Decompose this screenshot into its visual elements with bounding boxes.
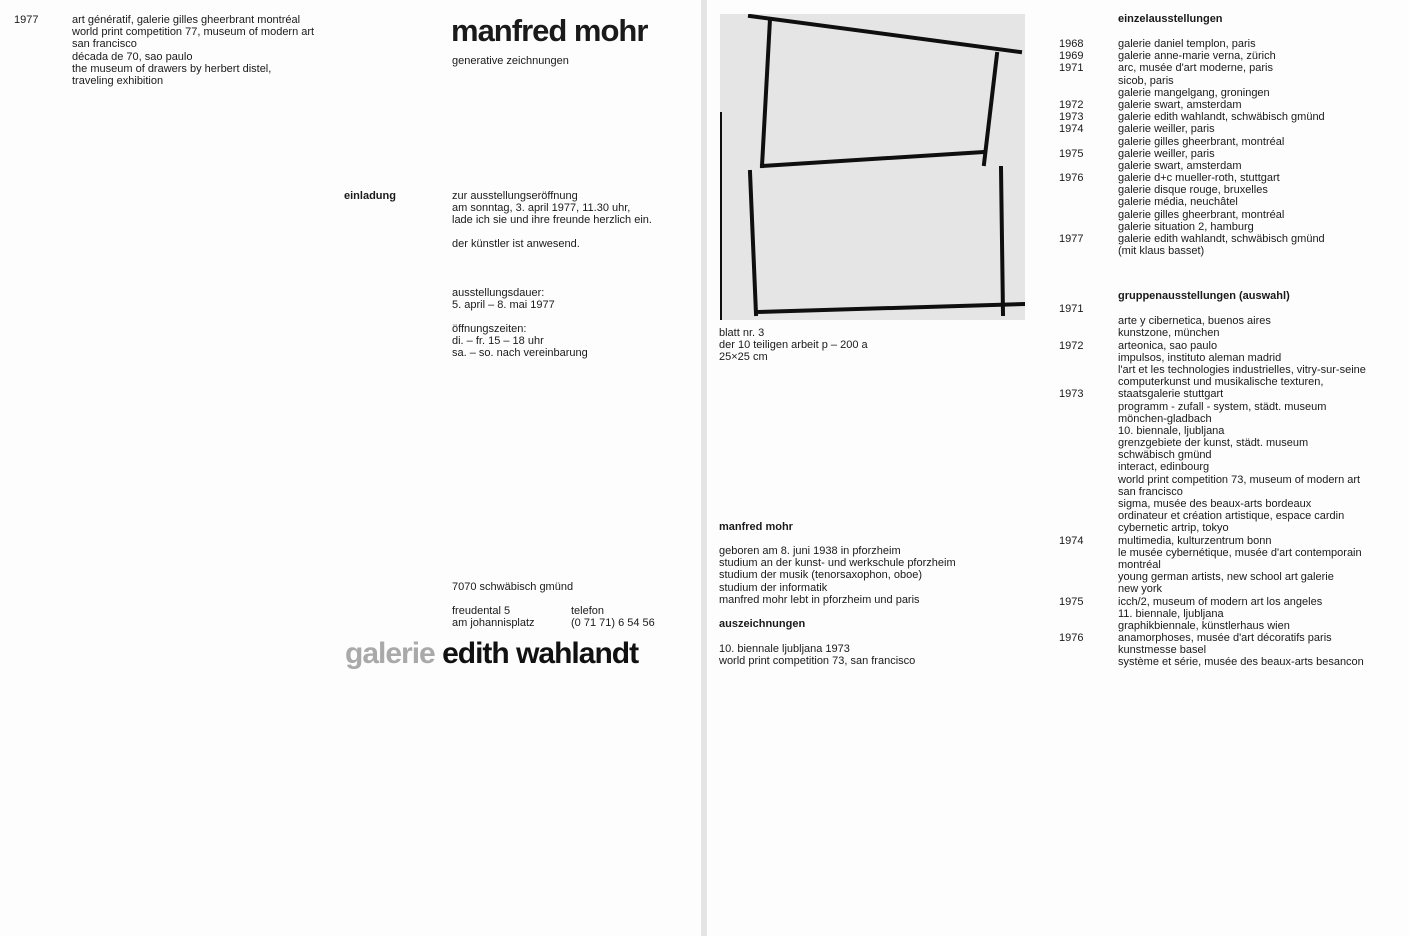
address-line: am johannisplatz [452,617,535,630]
exhibition-entry: grenzgebiete der kunst, städt. museum [1118,437,1309,450]
exhibition-year [1059,75,1118,87]
exhibition-row [1059,510,1366,522]
exhibition-year [1059,461,1118,473]
exhibition-entry: galerie weiller, paris [1118,147,1215,160]
exhibition-row [1059,620,1366,632]
award-line: 10. biennale ljubljana 1973 [719,643,850,655]
exhibition-year: 1972 [1059,339,1084,352]
exhibition-row [1059,209,1325,221]
exhibition-row [1059,608,1366,620]
exhibition-row [1059,596,1366,608]
exhibition-row [1059,522,1366,534]
group-exhibitions-list [1059,303,1366,669]
city-line: 7070 schwäbisch gmünd [452,581,574,593]
exhibition-row [1059,364,1366,376]
exhibition-row [1059,50,1325,62]
exhibition-row [1059,160,1325,172]
drawing-line-8 [758,304,1025,312]
exhibition-year: 1977 [1059,233,1084,245]
exhibition-entry: graphikbiennale, künstlerhaus wien [1118,619,1290,632]
street-address [452,605,535,629]
exhibition-row [1059,535,1366,547]
exhibition-row [1059,486,1366,498]
exhibition-year [1059,656,1118,668]
subtitle: generative zeichnungen [452,55,569,67]
caption-line: der 10 teiligen arbeit p – 200 a [719,339,868,352]
invitation-line: lade ich sie und ihre freunde herzlich ein. [452,214,652,227]
drawing-line-2 [762,19,770,166]
bio-line: studium der informatik [719,581,828,594]
exhibition-year: 1975 [1059,595,1084,608]
exhibition-entry: arte y cibernetica, buenos aires [1118,315,1271,328]
exhibition-year [1059,245,1118,257]
exhibition-year: 1976 [1059,632,1084,645]
exhibition-entry: galerie edith wahlandt, schwäbisch gmünd [1118,233,1325,245]
exhibition-entry: galerie gilles gheerbrant, montréal [1118,208,1285,221]
invitation-line: am sonntag, 3. april 1977, 11.30 uhr, [452,202,631,215]
awards-heading: auszeichnungen [719,618,806,630]
exhibition-line: world print competition 77, museum of modern art [72,26,315,39]
exhibition-row [1059,340,1366,352]
exhibition-entry: sicob, paris [1118,74,1174,87]
exhibition-line: san francisco [72,38,137,51]
exhibition-entry: galerie d+c mueller-roth, stuttgart [1118,172,1280,185]
exhibition-row [1059,461,1366,473]
exhibition-year [1059,315,1118,327]
exhibition-entry: kunstzone, münchen [1118,327,1220,340]
exhibition-entry: montréal [1118,558,1161,571]
exhibition-year [1059,221,1118,233]
hours-line: di. – fr. 15 – 18 uhr [452,335,544,348]
exhibition-year: 1975 [1059,147,1084,160]
exhibition-year [1059,608,1118,620]
exhibition-year [1059,510,1118,522]
artist-present-note: der künstler ist anwesend. [452,238,580,250]
exhibition-row [1059,583,1366,595]
exhibition-year [1059,376,1118,388]
exhibition-entry: l'art et les technologies industrielles, vitry-sur-seine [1118,363,1366,376]
exhibition-entry: galerie daniel templon, paris [1118,38,1256,50]
exhibition-year [1059,571,1118,583]
bio-line: studium der musik (tenorsaxophon, oboe) [719,569,922,582]
awards-list [719,643,915,667]
exhibition-entry: système et série, musée des beaux-arts besancon [1118,656,1364,669]
exhibition-year [1059,449,1118,461]
left-page [0,0,701,936]
exhibition-row [1059,62,1325,74]
exhibition-entry: multimedia, kulturzentrum bonn [1118,534,1272,547]
exhibition-year: 1968 [1059,38,1084,50]
exhibition-year: 1974 [1059,534,1084,547]
exhibition-row [1059,196,1325,208]
exhibition-row [1059,99,1325,111]
exhibition-row [1059,38,1325,50]
address-line: freudental 5 [452,605,511,617]
exhibition-row [1059,376,1366,388]
exhibition-row [1059,352,1366,364]
exhibition-year: 1972 [1059,98,1084,111]
exhibition-row [1059,656,1366,668]
exhibition-row [1059,449,1366,461]
phone-number: (0 71 71) 6 54 56 [571,617,655,630]
exhibition-year [1059,196,1118,208]
exhibition-entry: galerie mangelgang, groningen [1118,86,1270,99]
exhibition-row [1059,221,1325,233]
exhibition-row [1059,547,1366,559]
exhibition-year [1059,352,1118,364]
exhibition-row [1059,172,1325,184]
exhibition-entry: arteonica, sao paulo [1118,339,1218,352]
exhibition-year: 1976 [1059,172,1084,185]
exhibition-row [1059,87,1325,99]
invitation-label: einladung [344,190,396,202]
exhibition-entry: le musée cybernétique, musée d'art contemporain [1118,546,1362,559]
exhibition-row [1059,303,1366,315]
exhibition-year [1059,327,1118,339]
exhibition-entry: galerie média, neuchâtel [1118,196,1238,209]
exhibition-row [1059,111,1325,123]
exhibition-year: 1974 [1059,123,1084,136]
exhibition-row [1059,559,1366,571]
exhibition-entry: mönchen-gladbach [1118,412,1212,425]
exhibition-row [1059,437,1366,449]
exhibition-line: década de 70, sao paulo [72,50,193,63]
hours-line: sa. – so. nach vereinbarung [452,347,588,360]
exhibition-entry: cybernetic artrip, tokyo [1118,522,1229,535]
duration-value: 5. april – 8. mai 1977 [452,299,555,312]
exhibition-row [1059,123,1325,135]
exhibition-year [1059,486,1118,498]
exhibition-year [1059,184,1118,196]
exhibition-year [1059,425,1118,437]
year-1977: 1977 [14,14,39,26]
solo-exhibitions-heading: einzelausstellungen [1118,13,1223,25]
caption-line: 25×25 cm [719,351,768,364]
exhibition-entry: programm - zufall - system, städt. museum [1118,400,1327,413]
exhibition-line: the museum of drawers by herbert distel, [72,62,272,75]
exhibition-row [1059,571,1366,583]
exhibition-row [1059,148,1325,160]
exhibition-entry: anamorphoses, musée d'art décoratifs paris [1118,632,1332,645]
exhibition-row [1059,136,1325,148]
bio-line: manfred mohr lebt in pforzheim und paris [719,593,920,606]
bio-line: geboren am 8. juni 1938 in pforzheim [719,545,901,557]
bio-heading: manfred mohr [719,521,793,533]
exhibition-year [1059,583,1118,595]
exhibition-entry: ordinateur et création artistique, espace cardin [1118,510,1345,523]
generative-drawing-svg [720,14,1025,320]
bio-line: studium an der kunst- und werkschule pforzheim [719,557,956,570]
exhibition-year: 1973 [1059,388,1084,401]
drawing-line-4 [984,54,997,164]
exhibition-entry: arc, musée d'art moderne, paris [1118,62,1273,75]
exhibition-line: traveling exhibition [72,75,164,88]
exhibition-year: 1973 [1059,111,1084,124]
exhibition-entry: san francisco [1118,485,1183,498]
group-exhibitions-heading: gruppenausstellungen (auswahl) [1118,290,1290,302]
exhibition-entry: schwäbisch gmünd [1118,449,1212,462]
exhibition-entry: galerie edith wahlandt, schwäbisch gmünd [1118,111,1325,124]
drawing-line-5 [762,152,984,166]
artwork-caption [719,327,868,364]
exhibition-year [1059,474,1118,486]
exhibition-year [1059,437,1118,449]
solo-exhibitions-list [1059,38,1325,257]
exhibition-year [1059,547,1118,559]
exhibition-entry: galerie weiller, paris [1118,123,1215,136]
right-page [707,0,1409,936]
drawing-line-7 [1001,168,1003,314]
generative-drawing-artwork [720,14,1025,320]
exhibition-row [1059,413,1366,425]
opening-hours [452,323,588,360]
hours-label: öffnungszeiten: [452,323,527,335]
exhibition-row [1059,632,1366,644]
exhibition-entry: sigma, musée des beaux-arts bordeaux [1118,498,1312,510]
exhibition-row [1059,388,1366,400]
exhibition-year [1059,160,1118,172]
exhibition-year [1059,522,1118,534]
exhibition-row [1059,498,1366,510]
exhibition-year: 1971 [1059,303,1084,315]
exhibition-year [1059,87,1118,99]
exhibition-entry: (mit klaus basset) [1118,245,1205,258]
exhibition-entry: icch/2, museum of modern art los angeles [1118,595,1323,608]
exhibition-year [1059,498,1118,510]
exhibition-entry: galerie situation 2, hamburg [1118,220,1254,233]
drawing-line-1 [750,16,1020,52]
award-line: world print competition 73, san francisco [719,655,916,668]
exhibitions-1977-list [72,14,314,87]
drawing-line-6 [750,172,756,314]
exhibition-row [1059,315,1366,327]
exhibition-entry: new york [1118,583,1163,596]
artist-name-title: manfred mohr [451,13,648,48]
exhibition-entry: 11. biennale, ljubljana [1118,607,1224,620]
exhibition-year [1059,401,1118,413]
exhibition-duration [452,287,555,311]
exhibition-entry: world print competition 73, museum of modern art [1118,473,1361,486]
phone-label: telefon [571,605,605,617]
invitation-line: zur ausstellungseröffnung [452,190,578,202]
exhibition-year [1059,559,1118,571]
exhibition-year [1059,413,1118,425]
invitation-text [452,190,652,227]
gallery-word: galerie [345,637,435,670]
exhibition-entry: galerie swart, amsterdam [1118,159,1242,172]
exhibition-entry: staatsgalerie stuttgart [1118,388,1224,401]
exhibition-year [1059,136,1118,148]
exhibition-row [1059,233,1325,245]
exhibition-entry: galerie gilles gheerbrant, montréal [1118,135,1285,148]
exhibition-row [1059,644,1366,656]
exhibition-year: 1971 [1059,62,1084,75]
exhibition-year [1059,620,1118,632]
exhibition-entry: interact, edinbourg [1118,461,1210,474]
phone-block [571,605,655,629]
exhibition-year [1059,644,1118,656]
caption-line: blatt nr. 3 [719,327,765,339]
exhibition-row [1059,184,1325,196]
exhibition-row [1059,327,1366,339]
exhibition-year: 1969 [1059,50,1084,63]
exhibition-entry: young german artists, new school art galerie [1118,571,1334,584]
exhibition-entry: galerie anne-marie verna, zürich [1118,50,1276,63]
exhibition-entry: galerie swart, amsterdam [1118,98,1242,111]
exhibition-row [1059,425,1366,437]
exhibition-entry: impulsos, instituto aleman madrid [1118,351,1282,364]
duration-label: ausstellungsdauer: [452,287,545,299]
exhibition-year [1059,364,1118,376]
exhibition-row [1059,401,1366,413]
exhibition-year [1059,209,1118,221]
exhibition-entry: galerie disque rouge, bruxelles [1118,184,1268,197]
gallery-logo [345,637,638,671]
exhibition-row [1059,474,1366,486]
exhibition-row [1059,245,1325,257]
gallery-name: edith wahlandt [442,637,639,670]
exhibition-entry: kunstmesse basel [1118,644,1207,657]
exhibition-row [1059,75,1325,87]
exhibition-line: art génératif, galerie gilles gheerbrant montréal [72,14,301,26]
bio-text [719,545,956,606]
exhibition-entry: computerkunst und musikalische texturen, [1118,376,1324,389]
exhibition-entry: 10. biennale, ljubljana [1118,424,1225,437]
